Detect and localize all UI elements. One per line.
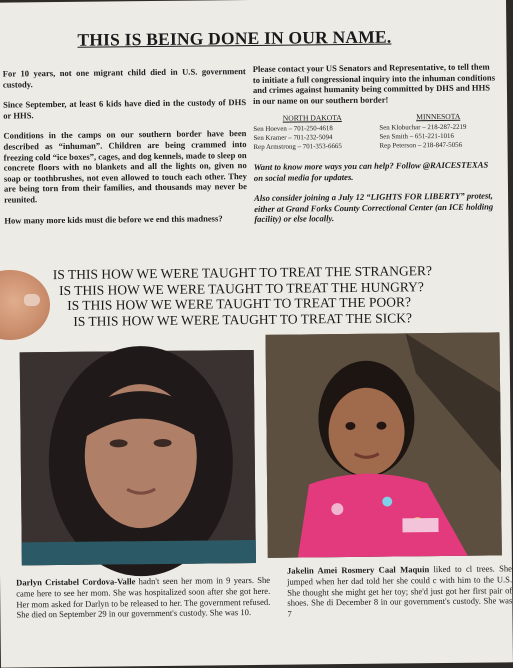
right-column bbox=[253, 61, 499, 234]
caption-left bbox=[16, 575, 270, 621]
paragraph-conditions: Conditions in the camps on our southern border have been described as “inhuman”. Children are being crammed into freezing cold “ice boxes”, cages, and dog kennels, made to sleep on concrete floors with no blankets and all the lights on, given no soap or toothbrushes, not even allowed to touch each other. They are being torn from their families, and thousands may never be reunited. bbox=[3, 128, 248, 205]
caption-right bbox=[287, 563, 513, 619]
contact-line: Rep Armstrong – 701-353-6665 bbox=[253, 143, 342, 151]
question-poor: IS THIS HOW WE WERE TAUGHT TO TREAT THE POOR? bbox=[67, 294, 412, 314]
left-column bbox=[3, 66, 248, 236]
contact-list bbox=[253, 112, 497, 152]
contact-line: Sen Klobuchar – 218-287-2219 bbox=[379, 123, 467, 132]
photo-girl-right bbox=[266, 332, 502, 557]
thumbnail-nail bbox=[24, 294, 40, 306]
paragraph-help: Want to know more ways you can help? Follow @RAICESTEXAS on social media for updates. bbox=[253, 159, 489, 183]
contacts-minnesota bbox=[379, 112, 497, 151]
caption-right-text: liked to cl trees. She jumped when her dad told her she could c with him to the U.S. She thought she might get her toy; she'd just got her first pair of shoes. She di December 8 in our government's custody. She was 7 bbox=[287, 563, 513, 619]
paragraph-protest: Also consider joining a July 12 “LIGHTS FOR LIBERTY” protest, either at Grand Forks County Correctional Center (an ICE holding facility) or else locally. bbox=[254, 190, 494, 225]
paragraph-contact-intro: Please contact your US Senators and Representative, to tell them to initiate a full congressional inquiry into the inhuman conditions and crimes against humanity being committed by DHS and HHS in our name on our southern border! bbox=[252, 61, 496, 106]
contact-line: Sen Hoeven – 701-250-4618 bbox=[253, 125, 333, 133]
contact-line: Sen Kramer – 701-232-5094 bbox=[253, 134, 333, 142]
state-name: MINNESOTA bbox=[416, 112, 461, 122]
question-stranger: IS THIS HOW WE WERE TAUGHT TO TREAT THE STRANGER? bbox=[52, 263, 432, 283]
flyer-title: THIS IS BEING DONE IN OUR NAME. bbox=[77, 26, 392, 50]
contact-line: Sen Smith – 651-221-1016 bbox=[379, 132, 454, 141]
caption-left-text: hadn't seen her mom in 9 years. She came here to see her mom. She was hospitalized soon after she got here. Her mom asked for Darlyn to be released to her. The government refused. She died on September 29 in our government's custody. She was 10. bbox=[16, 574, 271, 620]
paragraph-how-many: How many more kids must die before we end this madness? bbox=[4, 212, 223, 226]
question-block bbox=[33, 263, 474, 330]
paragraph-no-deaths: For 10 years, not one migrant child died in U.S. government custody. bbox=[2, 66, 246, 90]
question-sick: IS THIS HOW WE WERE TAUGHT TO TREAT THE SICK? bbox=[73, 310, 412, 329]
contacts-north-dakota bbox=[253, 113, 371, 152]
paragraph-six-deaths: Since September, at least 6 kids have died in the custody of DHS or HHS. bbox=[3, 97, 247, 121]
state-name: NORTH DAKOTA bbox=[282, 113, 342, 124]
contact-line: Rep Peterson – 218-847-5056 bbox=[379, 141, 463, 150]
question-hungry: IS THIS HOW WE WERE TAUGHT TO TREAT THE HUNGRY? bbox=[58, 278, 424, 298]
photo-girl-left bbox=[20, 350, 256, 565]
caption-right-name: Jakelin Amei Rosmery Caal Maquin bbox=[286, 564, 430, 576]
caption-left-name: Darlyn Cristabel Cordova-Valle bbox=[16, 576, 136, 588]
